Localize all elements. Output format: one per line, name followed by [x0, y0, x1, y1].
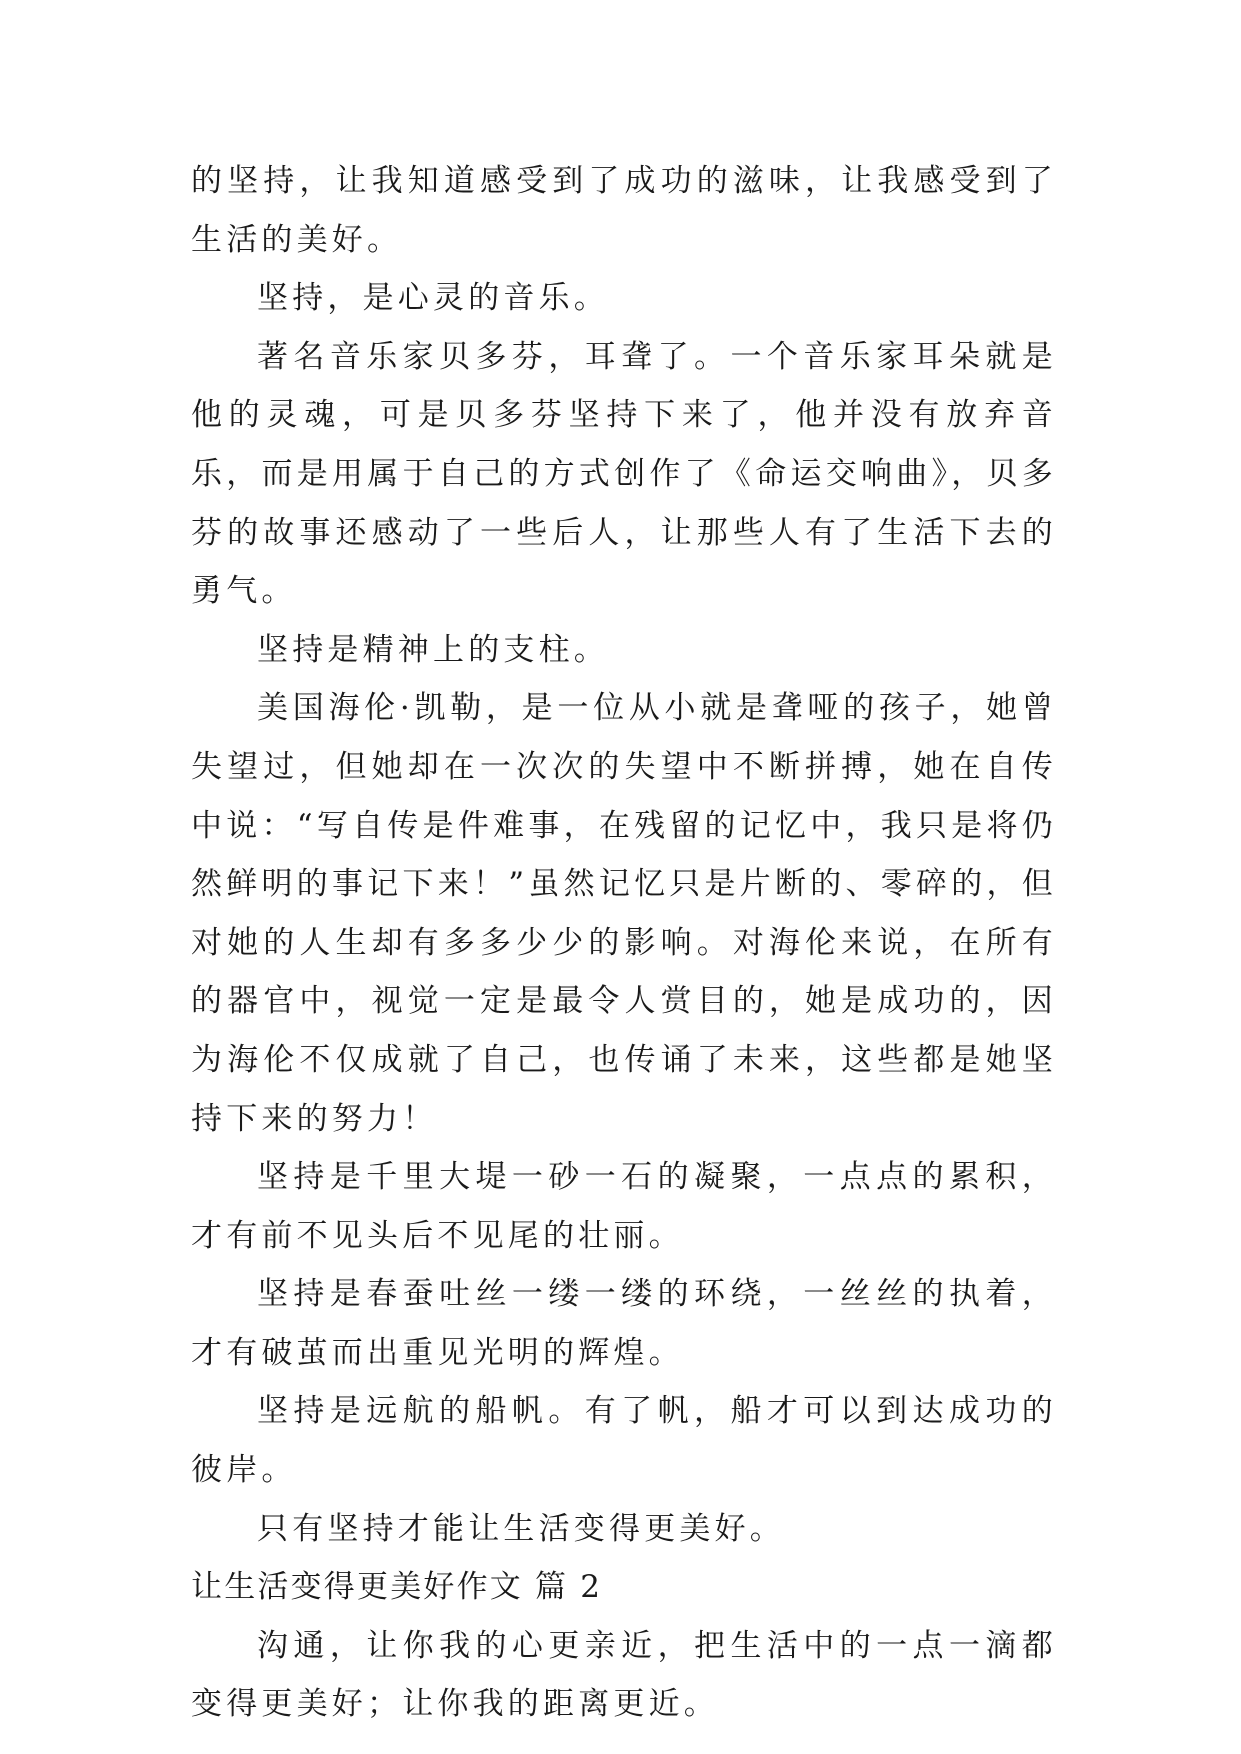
paragraph-conclusion: 只有坚持才能让生活变得更美好。 [257, 1510, 785, 1547]
paragraph-pillar: 坚持是精神上的支柱。 [257, 631, 609, 668]
paragraph-helen-keller: 美国海伦·凯勒，是一位从小就是聋哑的孩子，她曾失望过，但她却在一次次的失望中不断拼搏，她在自传中说：“写自传是件难事，在残留的记忆中，我只是将仍然鲜明的事记下来！”虽然记忆只是片断的、零碎的，但对她的人生却有多多少少的影响。对海伦来说，在所有的器官中，视觉一定是最令人赏目的，她是成功的，因为海伦不仅成就了自己，也传诵了未来，这些都是她坚持下来的努力！ [191, 690, 1057, 1137]
essay-body [191, 152, 1057, 1734]
essay-heading: 让生活变得更美好作文 篇 2 [191, 1569, 603, 1606]
paragraph-beethoven: 著名音乐家贝多芬，耳聋了。一个音乐家耳朵就是他的灵魂，可是贝多芬坚持下来了，他并没有放弃音乐，而是用属于自己的方式创作了《命运交响曲》，贝多芬的故事还感动了一些后人，让那些人有了生活下去的勇气。 [191, 338, 1057, 610]
paragraph-music: 坚持，是心灵的音乐。 [257, 280, 609, 317]
paragraph-silkworm: 坚持是春蚕吐丝一缕一缕的环绕，一丝丝的执着，才有破茧而出重见光明的辉煌。 [191, 1276, 1057, 1371]
paragraph-communication: 沟通，让你我的心更亲近，把生活中的一点一滴都变得更美好；让你我的距离更近。 [191, 1627, 1057, 1723]
paragraph-sail: 坚持是远航的船帆。有了帆，船才可以到达成功的彼岸。 [191, 1393, 1057, 1489]
paragraph-embankment: 坚持是千里大堤一砂一石的凝聚，一点点的累积，才有前不见头后不见尾的壮丽。 [191, 1159, 1057, 1254]
paragraph-continuation: 的坚持，让我知道感受到了成功的滋味，让我感受到了生活的美好。 [191, 163, 1057, 258]
